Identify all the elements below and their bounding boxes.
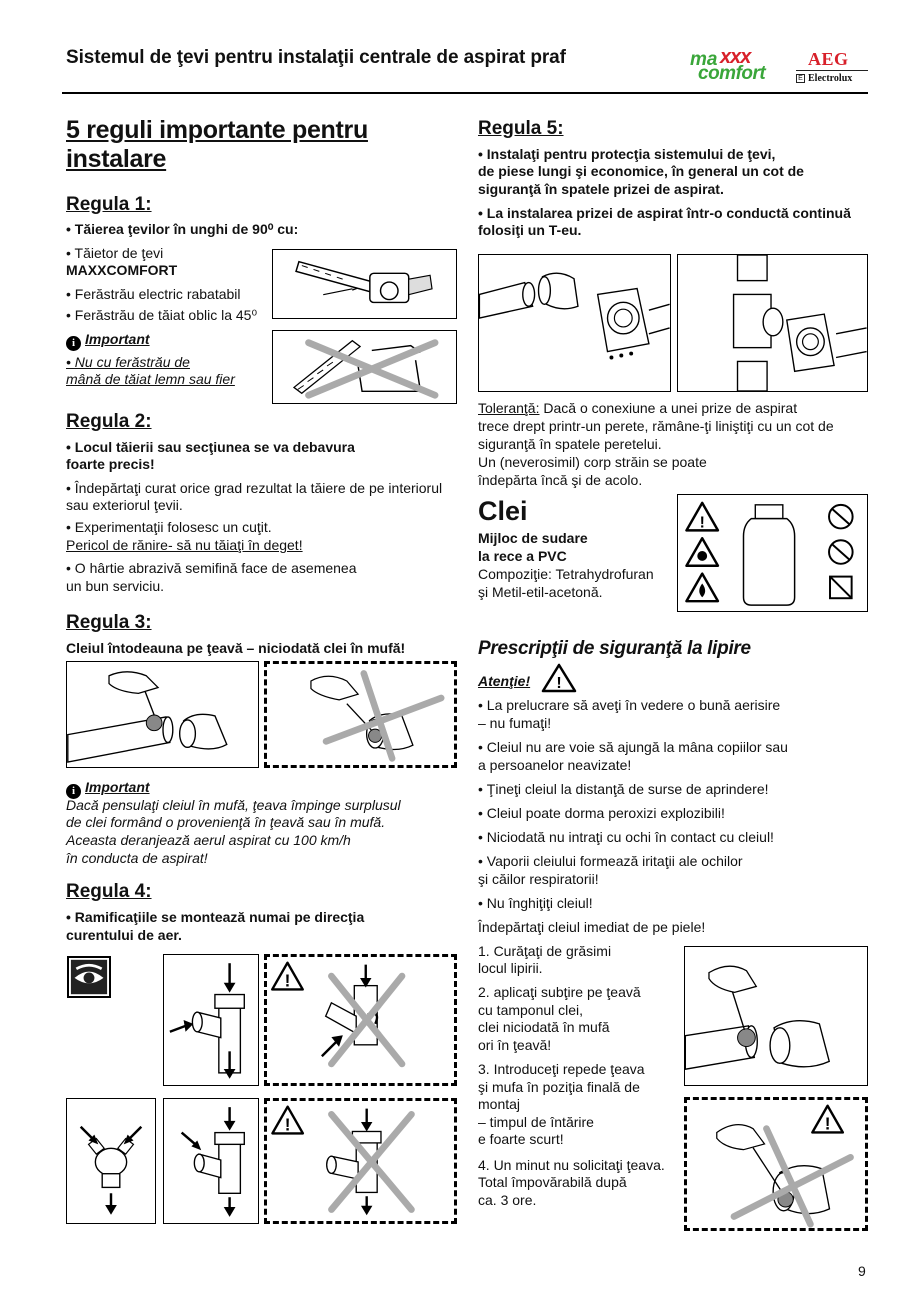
pipe-cutter-illustration <box>272 249 457 319</box>
rule-2-b-1: • Experimentaţii folosesc un cuţit. <box>66 519 272 535</box>
glue-pipe-correct-illustration <box>684 946 868 1086</box>
rule-1-important <box>66 331 150 351</box>
rule-2-lead-1: • Locul tăierii sau secţiunea se va debavura <box>66 439 355 455</box>
tee-wrong-flow-illustration <box>264 1098 457 1224</box>
logo-xxx-text: xxx <box>720 46 751 68</box>
safety-2b: a persoanelor neavizate! <box>478 757 632 773</box>
clei-heading: Clei <box>478 496 528 526</box>
info-icon: i <box>66 336 81 351</box>
safety-2a: • Cleiul nu are voie să ajungă la mâna copiilor sau <box>478 739 788 755</box>
rule-5-a-1: • Instalaţi pentru protecţia sistemului de ţevi, <box>478 146 776 162</box>
tolerance-line-3: siguranţă în spatele peretelui. <box>478 436 662 452</box>
safety-6a: • Vaporii cleiului formează iritaţii ale ochilor <box>478 853 743 869</box>
safety-6b: şi căilor respiratorii! <box>478 871 599 887</box>
rule-1-item-3: • Ferăstrău de tăiat oblic la 45⁰ <box>66 307 258 323</box>
header-rule <box>62 92 868 94</box>
step-3a: 3. Introduceţi repede ţeava <box>478 1061 645 1077</box>
rule-3-heading: Regula 3: <box>66 612 152 633</box>
tolerance-label: Toleranţă: <box>478 400 540 416</box>
rule-5-b-1: • La instalarea prizei de aspirat într-o conductă continuă <box>478 205 851 221</box>
rule-1-lead: • Tăierea ţevilor în unghi de 90⁰ cu: <box>66 221 299 237</box>
tolerance-line-1 <box>478 400 797 418</box>
step-2c: clei niciodată în mufă <box>478 1019 610 1035</box>
safety-7: • Nu înghiţiţi cleiul! <box>478 895 593 911</box>
step-4a: 4. Un minut nu solicitaţi ţeava. <box>478 1157 665 1173</box>
step-1a: 1. Curăţaţi de grăsimi <box>478 943 612 959</box>
step-4c: ca. 3 ore. <box>478 1192 537 1208</box>
step-1b: locul lipirii. <box>478 960 543 976</box>
rule-1-heading: Regula 1: <box>66 194 152 215</box>
tolerance-line-5: îndepărta încă şi de acolo. <box>478 472 643 488</box>
rule-5-a-3: siguranţă în spatele prizei de aspirat. <box>478 181 724 197</box>
info-icon: i <box>66 784 81 799</box>
step-3e: e foarte scurt! <box>478 1131 564 1147</box>
rule-1-item-1b: MAXXCOMFORT <box>66 262 178 278</box>
tolerance-text-1: Dacă o conexiune a unei prize de aspirat <box>539 400 798 416</box>
warning-mark: ! <box>824 1113 831 1134</box>
no-glue-in-socket-illustration <box>264 661 457 768</box>
wye-correct-flow-illustration <box>66 1098 156 1224</box>
aeg-electrolux-logo <box>796 48 868 88</box>
rule-2-a-1: • Îndepărtaţi curat orice grad rezultat la tăiere de pe interiorul <box>66 480 443 496</box>
safety-4: • Cleiul poate dorma peroxizi explozibili! <box>478 805 725 821</box>
rule-3-para-2: de clei formând o provenienţă în ţeavă sau în mufă. <box>66 814 386 830</box>
rule-1-note-2: mână de tăiat lemn sau fier <box>66 371 235 387</box>
wye-wrong-flow-illustration <box>264 954 457 1086</box>
rule-3-para-3: Aceasta deranjează aerul aspirat cu 100 km/h <box>66 832 351 848</box>
tolerance-line-2: trece drept printr-un perete, rămâne-ţi liniştiţi cu un cot de <box>478 418 834 434</box>
safety-1a: • La prelucrare să aveţi în vedere o bună aerisire <box>478 697 781 713</box>
logo-comfort-text: comfort <box>698 63 766 84</box>
header-title: Sistemul de ţevi pentru instalaţii centrale de aspirat praf <box>66 47 566 68</box>
eye-icon <box>67 956 111 998</box>
tee-in-line-inlet-illustration <box>677 254 868 392</box>
safety-heading: Prescripţii de siguranţă la lipire <box>478 638 751 659</box>
rule-3-para-1: Dacă pensulaţi cleiul în mufă, ţeava împinge surplusul <box>66 797 401 813</box>
no-handsaw-illustration <box>272 330 457 404</box>
rule-1-item-1a: • Tăietor de ţevi <box>66 245 164 261</box>
warning-mark: ! <box>284 970 291 991</box>
warning-mark: ! <box>556 675 562 692</box>
step-4b: Total împovărabilă după <box>478 1174 627 1190</box>
rule-4-lead-2: curentului de aer. <box>66 927 182 943</box>
rule-2-c-1: • O hârtie abrazivă semifină face de asemenea <box>66 560 357 576</box>
rule-5-a-2: de piese lungi şi economice, în general un cot de <box>478 163 804 179</box>
elbow-behind-inlet-illustration <box>478 254 671 392</box>
step-2a: 2. aplicaţi subţire pe ţeavă <box>478 984 641 1000</box>
rule-1-note-1: • Nu cu ferăstrău de <box>66 354 190 370</box>
electrolux-mark-icon: E <box>796 74 805 83</box>
clei-line-1: Mijloc de sudare <box>478 530 588 546</box>
rule-5-b-2: folosiţi un T-eu. <box>478 222 582 238</box>
step-2d: ori în ţeavă! <box>478 1037 552 1053</box>
clei-line-2: la rece a PVC <box>478 548 567 564</box>
rule-4-heading: Regula 4: <box>66 881 152 902</box>
rule-3-important-label: Important <box>85 779 150 795</box>
step-2b: cu tamponul clei, <box>478 1002 584 1018</box>
warning-mark: ! <box>284 1114 291 1135</box>
rule-1-item-2: • Ferăstrău electric rabatabil <box>66 286 241 302</box>
warning-triangle-icon <box>540 662 578 694</box>
logo-electrolux-text: Electrolux <box>808 73 853 84</box>
glue-hazard-panel <box>677 494 868 612</box>
rule-5-heading: Regula 5: <box>478 118 564 139</box>
step-3c: montaj <box>478 1096 521 1112</box>
logo-maxxx-text: ma <box>690 49 718 70</box>
rule-2-a-2: sau exteriorul ţevii. <box>66 497 183 513</box>
safety-5: • Niciodată nu intraţi cu ochi în contact cu cleiul! <box>478 829 774 845</box>
rule-2-b-2: Pericol de rănire- să nu tăiaţi în deget! <box>66 537 303 553</box>
rule-1-important-label: Important <box>85 331 150 347</box>
main-title-line-1: 5 reguli importante pentru <box>66 116 368 144</box>
tee-side-correct-flow-illustration <box>163 1098 259 1224</box>
step-3b: şi mufa în poziţia finală de <box>478 1079 640 1095</box>
rule-2-lead-2: foarte precis! <box>66 456 155 472</box>
main-title-line-2: instalare <box>66 145 167 173</box>
safety-1b: – nu fumaţi! <box>478 715 552 731</box>
tee-correct-flow-illustration <box>163 954 259 1086</box>
rule-2-heading: Regula 2: <box>66 411 152 432</box>
rule-3-important <box>66 779 150 799</box>
rule-4-lead-1: • Ramificaţiile se montează numai pe direcţia <box>66 909 365 925</box>
rule-2-c-2: un bun serviciu. <box>66 578 165 594</box>
safety-attention: Atenţie! <box>478 673 531 689</box>
logo-aeg-text: AEG <box>808 49 849 69</box>
glue-socket-wrong-illustration <box>684 1097 868 1231</box>
rule-3-lead: Cleiul întodeauna pe ţeavă – niciodată clei în mufă! <box>66 640 406 656</box>
maxxxcomfort-logo <box>690 46 790 86</box>
safety-8: Îndepărtaţi cleiul imediat de pe piele! <box>478 919 706 935</box>
tolerance-line-4: Un (neverosimil) corp străin se poate <box>478 454 707 470</box>
clei-line-3: Compoziţie: Tetrahydrofuran <box>478 566 654 582</box>
step-3d: – timpul de întărire <box>478 1114 594 1130</box>
safety-3: • Ţineţi cleiul la distanţă de surse de aprindere! <box>478 781 769 797</box>
rule-3-para-4: în conducta de aspirat! <box>66 850 208 866</box>
clei-line-4: şi Metil-etil-acetonă. <box>478 584 603 600</box>
glue-on-pipe-illustration <box>66 661 259 768</box>
page-number: 9 <box>858 1263 866 1279</box>
main-title <box>66 116 368 174</box>
warning-mark: ! <box>699 514 705 532</box>
